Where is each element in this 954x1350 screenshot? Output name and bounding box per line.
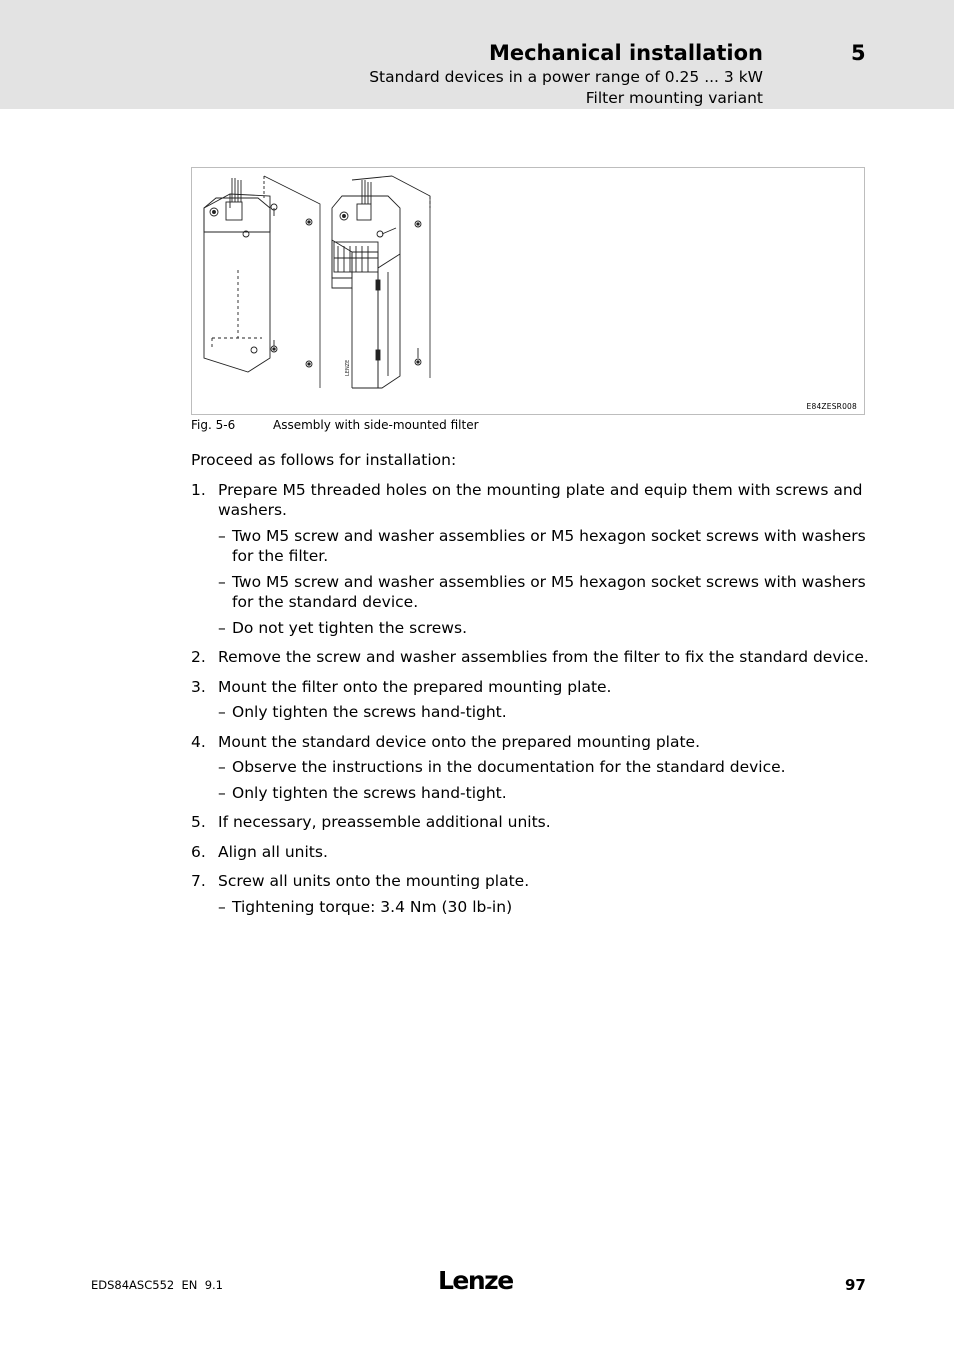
sub-item-text: Two M5 screw and washer assemblies or M5 hexagon socket screws with washers for the filter. [232,526,866,565]
section-subtitle: Standard devices in a power range of 0.25 ... 3 kW [369,68,763,86]
document-id: EDS84ASC552 EN 9.1 [91,1278,223,1292]
list-item [191,812,871,833]
figure-number: Fig. 5-6 [191,418,236,432]
figure-code: E84ZESR008 [806,402,857,411]
sub-item-text: Only tighten the screws hand-tight. [232,783,507,802]
sub-item: – Two M5 screw and washer assemblies or M5 hexagon socket screws with washers for the filter. [218,526,866,565]
svg-text:LENZE: LENZE [345,359,351,376]
lenze-logo: Lenze [438,1266,513,1295]
sub-item-text: Tightening torque: 3.4 Nm (30 lb-in) [232,897,513,916]
sub-item-text: Two M5 screw and washer assemblies or M5 hexagon socket screws with washers for the standard device. [232,572,866,611]
sub-item: – Do not yet tighten the screws. [218,618,467,637]
sub-item-text: Observe the instructions in the documentation for the standard device. [232,758,786,776]
steps-list [191,480,871,918]
sub-item: – Tightening torque: 3.4 Nm (30 lb-in) [218,897,513,916]
section-subtitle-2: Filter mounting variant [585,89,763,107]
step-text: Screw all units onto the mounting plate. [218,872,530,890]
header-band [0,0,954,109]
chapter-number: 5 [851,41,866,65]
step-number: 5. [191,813,206,831]
step-number: 3. [191,677,206,696]
step-text: Mount the filter onto the prepared mounting plate. [218,677,612,696]
list-item [191,732,871,804]
step-number: 4. [191,732,206,751]
instructions [191,450,871,926]
step-number: 6. [191,842,206,861]
step-number: 2. [191,648,206,666]
sub-item: – Only tighten the screws hand-tight. [218,783,507,802]
figure-caption: Assembly with side-mounted filter [273,418,479,432]
chapter-title: Mechanical installation [488,41,763,65]
list-item [191,647,871,668]
list-item [191,677,871,723]
figure-frame [191,167,865,415]
sub-item: – Observe the instructions in the documentation for the standard device. [218,758,786,776]
list-item [191,842,871,863]
step-text: Mount the standard device onto the prepared mounting plate. [218,732,701,751]
page-number: 97 [845,1276,866,1294]
assembly-illustration [192,168,864,414]
sub-item-text: Only tighten the screws hand-tight. [232,703,507,721]
step-text: If necessary, preassemble additional units. [218,813,551,831]
sub-item: – Only tighten the screws hand-tight. [218,703,507,721]
sub-item: – Two M5 screw and washer assemblies or M5 hexagon socket screws with washers for the standard device. [218,572,866,611]
step-text: Prepare M5 threaded holes on the mounting plate and equip them with screws and washers. [218,480,863,519]
step-number: 1. [191,480,206,499]
intro-text: Proceed as follows for installation: [191,451,457,469]
list-item [191,871,871,917]
list-item [191,480,871,639]
step-number: 7. [191,872,206,890]
sub-item-text: Do not yet tighten the screws. [232,618,467,637]
step-text: Remove the screw and washer assemblies from the filter to fix the standard device. [218,648,869,666]
step-text: Align all units. [218,842,328,861]
